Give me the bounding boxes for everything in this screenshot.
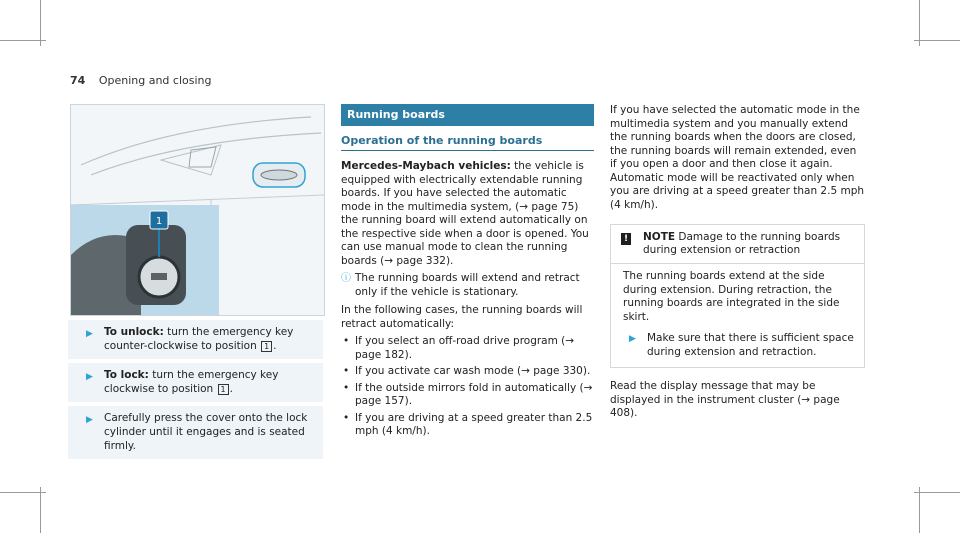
bullet-list — [341, 335, 594, 439]
crop-mark — [914, 492, 960, 493]
section-name: Opening and closing — [98, 74, 212, 87]
note-step-text: Make sure that there is sufficient space during extension and retraction. — [647, 332, 854, 358]
step-text-end: . — [273, 340, 277, 352]
crop-mark — [40, 487, 41, 533]
step-text: turn the emergency key counter-clockwise to position — [104, 326, 294, 352]
closing-paragraph: Read the display message that may be displayed in the instrument cluster (→ page 408). — [610, 380, 840, 419]
step-text: turn the emergency key clockwise to position — [104, 369, 279, 395]
intro-label: Mercedes-Maybach vehicles: — [341, 160, 511, 172]
list-item-text: If you activate car wash mode (→ page 330). — [355, 365, 591, 377]
info-icon: ⓘ — [341, 273, 351, 284]
step-label: To unlock: — [104, 326, 164, 338]
note-heading: Damage to the running boards during extension or retraction — [643, 231, 841, 256]
crop-mark — [0, 40, 46, 41]
section-title: Running boards — [341, 104, 594, 126]
step-text-end: . — [229, 383, 233, 395]
crop-mark — [919, 487, 920, 533]
intro-text: the vehicle is equipped with electrically extendable running boards. If you have selected the automatic mode in the multimedia system, (→ page 75) the running board will extend automatically on the respective side when a door is opened. You can use manual mode to clean the running boards (→ page 332). — [341, 160, 589, 267]
crop-mark — [914, 40, 960, 41]
info-note-text: The running boards will extend and retract only if the vehicle is stationary. — [355, 272, 580, 298]
step-text: Carefully press the cover onto the lock cylinder until it engages and is seated firmly. — [104, 412, 308, 452]
step-label: To lock: — [104, 369, 149, 381]
step-lock — [68, 363, 323, 402]
note-title: NOTE — [643, 231, 676, 243]
running-boards-section — [341, 104, 594, 439]
note-step — [623, 332, 854, 359]
note-body-text: The running boards extend at the side during extension. During retraction, the running boards are integrated in the side skirt. — [623, 270, 840, 323]
intro-paragraph — [341, 160, 594, 268]
note-header — [611, 225, 864, 263]
note-body — [611, 263, 864, 367]
list-item: • If you are driving at a speed greater than 2.5 mph (4 km/h). — [343, 411, 593, 437]
play-arrow-icon: ▶ — [86, 415, 93, 425]
crop-mark — [0, 492, 46, 493]
step-press-cover — [68, 406, 323, 459]
page-header — [70, 74, 211, 87]
position-number: 1 — [261, 341, 272, 352]
car-door-illustration — [70, 104, 325, 316]
info-note — [341, 272, 594, 299]
figure-callout: 1 — [155, 216, 163, 227]
subheading: Operation of the running boards — [341, 134, 594, 151]
note-box — [610, 224, 865, 368]
instruction-steps — [68, 320, 323, 463]
following-cases: In the following cases, the running boards will retract automatically: — [341, 304, 583, 330]
list-item: • If you select an off-road drive program (→ page 182). — [343, 335, 575, 361]
step-unlock — [68, 320, 323, 359]
exclamation-icon: ! — [621, 233, 631, 245]
list-item-text: If you are driving at a speed greater than 2.5 mph (4 km/h). — [355, 411, 593, 437]
door-lock-drawing — [71, 105, 324, 315]
page-number: 74 — [70, 74, 86, 87]
automatic-mode-section — [610, 104, 865, 421]
list-item: • If the outside mirrors fold in automatically (→ page 157). — [343, 381, 593, 407]
play-arrow-icon: ▶ — [86, 372, 93, 382]
automatic-mode-paragraph: If you have selected the automatic mode in the multimedia system and you manually extend the running boards when the doors are closed, the running boards will remain extended, even if you open a door and then close it again. Automatic mode will be reactivated only when you are driving at a speed greater than 2.5 mph (4 km/h). — [610, 104, 865, 211]
position-number: 1 — [218, 384, 229, 395]
list-item: • If you activate car wash mode (→ page 330). — [343, 365, 591, 377]
play-arrow-icon: ▶ — [86, 329, 93, 339]
play-arrow-icon: ▶ — [629, 334, 636, 344]
list-item-text: If you select an off-road drive program (→ page 182). — [355, 335, 575, 361]
list-item-text: If the outside mirrors fold in automatically (→ page 157). — [355, 381, 593, 407]
